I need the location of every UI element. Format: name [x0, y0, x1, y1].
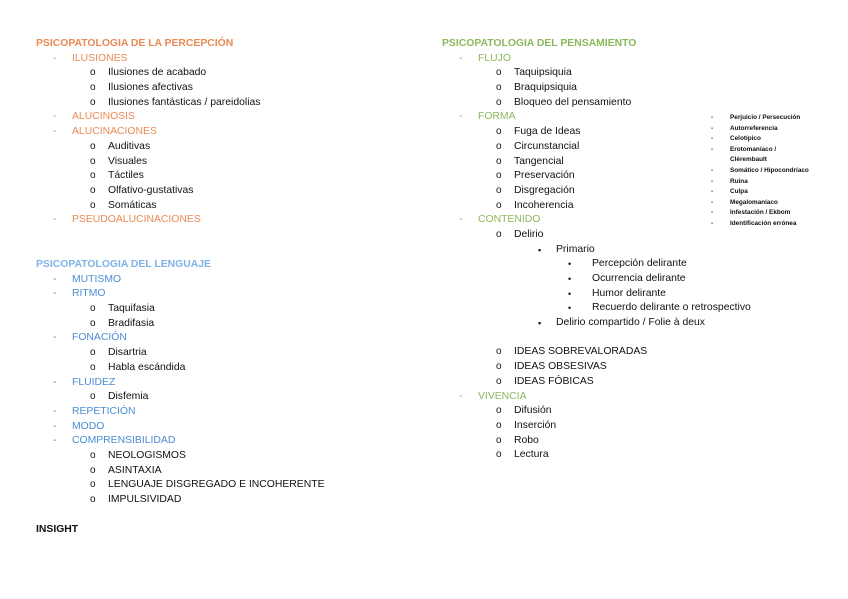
list-item: o Taquifasia — [90, 303, 155, 315]
insight-title: INSIGHT — [36, 524, 79, 535]
list-item: o Tangencial — [496, 155, 564, 167]
list-item: o Bradifasia — [90, 317, 155, 329]
list-item: • Percepción delirante — [568, 258, 687, 270]
pseudoalucinaciones-heading: - PSEUDOALUCINACIONES — [53, 214, 201, 226]
list-item: o Circunstancial — [496, 140, 580, 152]
ilusiones-heading: - ILUSIONES — [53, 52, 128, 64]
list-item: o Ilusiones fantásticas / pareidolias — [90, 96, 261, 108]
fluidez-heading: - FLUIDEZ — [53, 376, 116, 388]
list-item: - Erotomaníaco / Clérembault — [711, 145, 777, 164]
list-item: o Somáticas — [90, 199, 157, 211]
delirio-tipos-list — [711, 113, 809, 230]
list-item: o Delirio — [496, 228, 544, 240]
repeticion-heading: - REPETICIÓN — [53, 405, 136, 417]
list-item: o Preservación — [496, 170, 575, 182]
modo-heading: - MODO — [53, 420, 105, 432]
list-item: o Disfemia — [90, 391, 149, 403]
insight-block — [36, 523, 78, 538]
list-item: ▪ Primario — [538, 243, 595, 255]
fonacion-heading: - FONACIÓN — [53, 332, 127, 344]
list-item: - Celotípico — [711, 135, 761, 143]
list-item: o Bloqueo del pensamiento — [496, 96, 632, 108]
spacer — [442, 331, 751, 346]
list-item: o Visuales — [90, 155, 148, 167]
percepcion-section — [36, 37, 260, 228]
list-item: o IDEAS OBSESIVAS — [496, 361, 607, 373]
list-item: o IMPULSIVIDAD — [90, 494, 182, 505]
vivencia-heading: - VIVENCIA — [459, 390, 527, 402]
flujo-heading: - FLUJO — [459, 52, 511, 64]
list-item: o Ilusiones afectivas — [90, 82, 193, 94]
alucinosis-heading: - ALUCINOSIS — [53, 111, 135, 123]
list-item: ▪ Delirio compartido / Folie à deux — [538, 317, 706, 329]
list-item: • Recuerdo delirante o retrospectivo — [568, 302, 751, 314]
list-item: • Humor delirante — [568, 287, 666, 299]
list-item: o IDEAS FÓBICAS — [496, 375, 594, 387]
list-item: o Táctiles — [90, 170, 144, 182]
ritmo-heading: - RITMO — [53, 288, 106, 300]
list-item: - Somático / Hipocondríaco — [711, 166, 809, 174]
list-item: o NEOLOGISMOS — [90, 449, 186, 461]
contenido-heading: - CONTENIDO — [459, 214, 541, 226]
list-item: o Difusión — [496, 405, 552, 417]
pensamiento-section — [442, 37, 751, 463]
list-item: o Auditivas — [90, 140, 151, 152]
list-item: o Habla escándida — [90, 361, 186, 373]
list-item: o LENGUAJE DISGREGADO E INCOHERENTE — [90, 479, 325, 491]
mutismo-heading: - MUTISMO — [53, 273, 122, 285]
list-item: • Ocurrencia delirante — [568, 273, 686, 284]
alucinaciones-heading: - ALUCINACIONES — [53, 126, 157, 138]
lenguaje-section — [36, 258, 325, 508]
list-item: o Robo — [496, 434, 539, 446]
percepcion-title: PSICOPATOLOGIA DE LA PERCEPCIÓN — [36, 38, 234, 49]
lenguaje-title: PSICOPATOLOGIA DEL LENGUAJE — [36, 259, 211, 270]
list-item: - Culpa — [711, 188, 748, 196]
list-item: o Braquipsiquia — [496, 82, 577, 94]
comprensibilidad-heading: - COMPRENSIBILIDAD — [53, 435, 176, 447]
list-item: - Autorreferencia — [711, 124, 778, 132]
list-item: o Incoherencia — [496, 199, 574, 211]
list-item: - Megalomaníaco — [711, 198, 778, 206]
list-item: - Infestación / Ekbom — [711, 209, 791, 217]
list-item: o Disgregación — [496, 184, 575, 196]
list-item: o Inserción — [496, 419, 557, 431]
list-item: o Lectura — [496, 449, 549, 461]
list-item: o Disartria — [90, 347, 147, 359]
list-item: o Ilusiones de acabado — [90, 67, 207, 79]
list-item: o ASINTAXIA — [90, 464, 162, 476]
list-item: o Olfativo-gustativas — [90, 184, 194, 196]
list-item: o IDEAS SOBREVALORADAS — [496, 346, 648, 358]
pensamiento-title: PSICOPATOLOGIA DEL PENSAMIENTO — [442, 38, 637, 49]
list-item: o Taquipsiquia — [496, 67, 572, 79]
list-item: - Ruina — [711, 177, 748, 185]
list-item: - Perjuicio / Persecución — [711, 114, 801, 121]
list-item: o Fuga de Ideas — [496, 126, 581, 138]
list-item: - Identificación errónea — [711, 219, 797, 227]
forma-heading: - FORMA — [459, 111, 516, 123]
